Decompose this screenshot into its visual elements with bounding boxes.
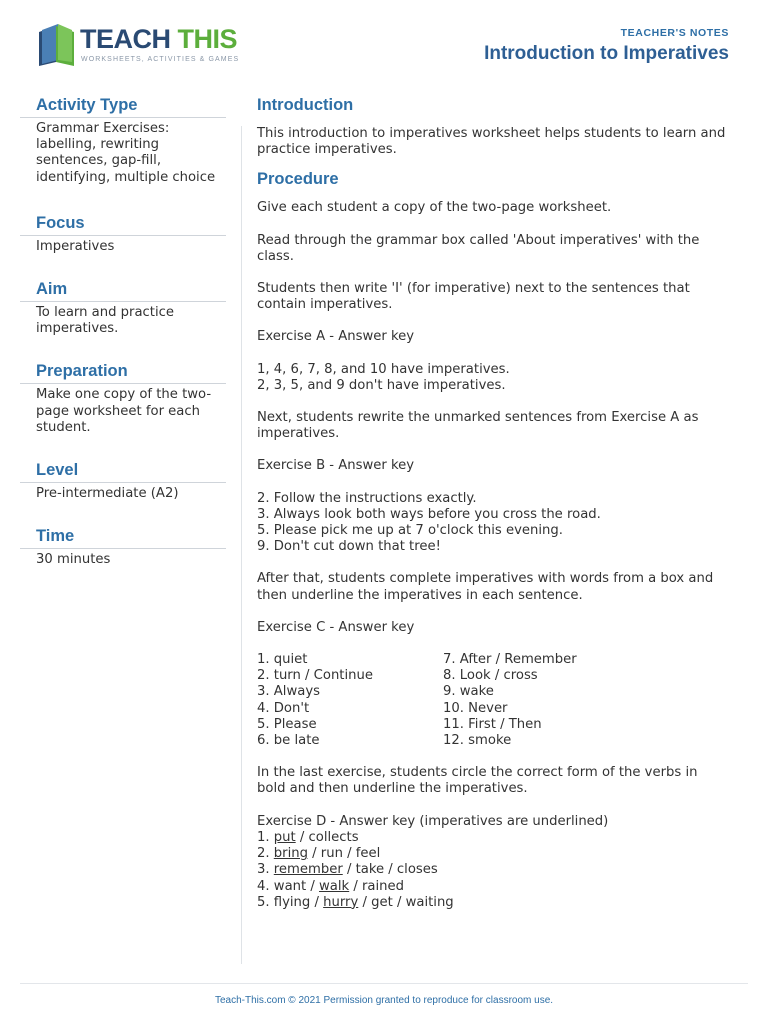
- exercise-b-answers: [257, 491, 727, 556]
- focus-text: Imperatives: [36, 238, 115, 254]
- exercise-c-title: Exercise C - Answer key: [257, 619, 415, 635]
- page-header: [0, 0, 768, 80]
- exercise-c-line: 10. Never: [443, 700, 508, 716]
- exercise-c-line: 12. smoke: [443, 733, 512, 749]
- exercise-d-line: 3. remember / take / closes: [257, 862, 438, 878]
- level-heading: Level: [20, 459, 226, 483]
- focus-section: [20, 212, 226, 255]
- logo-wordmark: TEACH THIS: [80, 24, 238, 54]
- exercise-b-line: 5. Please pick me up at 7 o'clock this evening.: [257, 523, 563, 539]
- sidebar: [20, 94, 226, 568]
- teach-this-logo: [36, 22, 240, 70]
- time-section: [20, 525, 226, 568]
- exercise-a-answers: [257, 362, 727, 394]
- exercise-c-line: 5. Please: [257, 716, 317, 732]
- exercise-d-line: 4. want / walk / rained: [257, 878, 405, 894]
- exercise-c-answers: [257, 652, 727, 749]
- exercise-b-line: 9. Don't cut down that tree!: [257, 539, 441, 555]
- exercise-a-line: 2, 3, 5, and 9 don't have imperatives.: [257, 377, 506, 393]
- exercise-d-answers: [257, 830, 727, 911]
- procedure-step-4: Next, students rewrite the unmarked sentences from Exercise A as imperatives.: [257, 410, 699, 442]
- activity-type-heading: Activity Type: [20, 94, 226, 118]
- time-text: 30 minutes: [36, 552, 111, 568]
- aim-heading: Aim: [20, 278, 226, 302]
- preparation-heading: Preparation: [20, 360, 226, 384]
- procedure-step-3: Students then write 'I' (for imperative) next to the sentences that contain imperatives.: [257, 281, 690, 313]
- column-divider: [241, 126, 242, 964]
- main-content: [257, 94, 727, 911]
- teachers-notes-label: TEACHER'S NOTES: [620, 27, 729, 39]
- exercise-c-line: 1. quiet: [257, 652, 308, 668]
- exercise-c-line: 7. After / Remember: [443, 652, 577, 668]
- procedure-step-1: Give each student a copy of the two-page worksheet.: [257, 200, 612, 216]
- exercise-b-line: 2. Follow the instructions exactly.: [257, 490, 477, 506]
- exercise-c-line: 8. Look / cross: [443, 668, 538, 684]
- exercise-c-line: 4. Don't: [257, 700, 310, 716]
- underlined-imperative: hurry: [323, 894, 359, 910]
- level-text: Pre-intermediate (A2): [36, 486, 179, 502]
- activity-type-text: Grammar Exercises: labelling, rewriting sentences, gap-fill, identifying, multiple choice: [36, 121, 216, 185]
- underlined-imperative: remember: [273, 862, 343, 878]
- activity-type-section: [20, 94, 226, 186]
- procedure-step-5: After that, students complete imperatives with words from a box and then underline the imperatives in each sentence.: [257, 571, 714, 603]
- level-section: [20, 459, 226, 502]
- exercise-c-line: 6. be late: [257, 733, 320, 749]
- exercise-d-line: 1. put / collects: [257, 829, 359, 845]
- exercise-b-title: Exercise B - Answer key: [257, 458, 415, 474]
- exercise-c-line: 11. First / Then: [443, 716, 542, 732]
- aim-text: To learn and practice imperatives.: [36, 305, 174, 337]
- exercise-c-column-2: [443, 652, 713, 749]
- footer-divider: [20, 983, 748, 984]
- procedure-heading: Procedure: [257, 170, 339, 189]
- aim-section: [20, 278, 226, 337]
- exercise-a-title: Exercise A - Answer key: [257, 329, 415, 345]
- preparation-section: [20, 360, 226, 436]
- logo-tagline: WORKSHEETS, ACTIVITIES & GAMES: [81, 56, 240, 63]
- time-heading: Time: [20, 525, 226, 549]
- footer-copyright: Teach-This.com © 2021 Permission granted to reproduce for classroom use.: [214, 995, 554, 1006]
- underlined-imperative: walk: [319, 878, 350, 894]
- exercise-c-line: 3. Always: [257, 684, 321, 700]
- exercise-d-line: 5. flying / hurry / get / waiting: [257, 894, 454, 910]
- exercise-b-line: 3. Always look both ways before you cross the road.: [257, 506, 601, 522]
- exercise-a-line: 1, 4, 6, 7, 8, and 10 have imperatives.: [257, 361, 510, 377]
- exercise-c-line: 9. wake: [443, 684, 494, 700]
- procedure-step-6: In the last exercise, students circle the correct form of the verbs in bold and then underline the imperatives.: [257, 765, 698, 797]
- exercise-d-line: 2. bring / run / feel: [257, 846, 381, 862]
- focus-heading: Focus: [20, 212, 226, 236]
- procedure-step-2: Read through the grammar box called 'About imperatives' with the class.: [257, 232, 700, 264]
- exercise-c-column-1: [257, 652, 443, 749]
- introduction-heading: Introduction: [257, 96, 354, 114]
- exercise-c-line: 2. turn / Continue: [257, 668, 373, 684]
- introduction-text: This introduction to imperatives worksheet helps students to learn and practice imperatives.: [257, 126, 726, 158]
- exercise-d-title: Exercise D - Answer key (imperatives are underlined): [257, 813, 609, 829]
- underlined-imperative: put: [273, 829, 296, 845]
- underlined-imperative: bring: [273, 846, 308, 862]
- book-icon: [36, 22, 78, 66]
- document-title: Introduction to Imperatives: [484, 43, 729, 64]
- preparation-text: Make one copy of the two-page worksheet for each student.: [36, 387, 212, 435]
